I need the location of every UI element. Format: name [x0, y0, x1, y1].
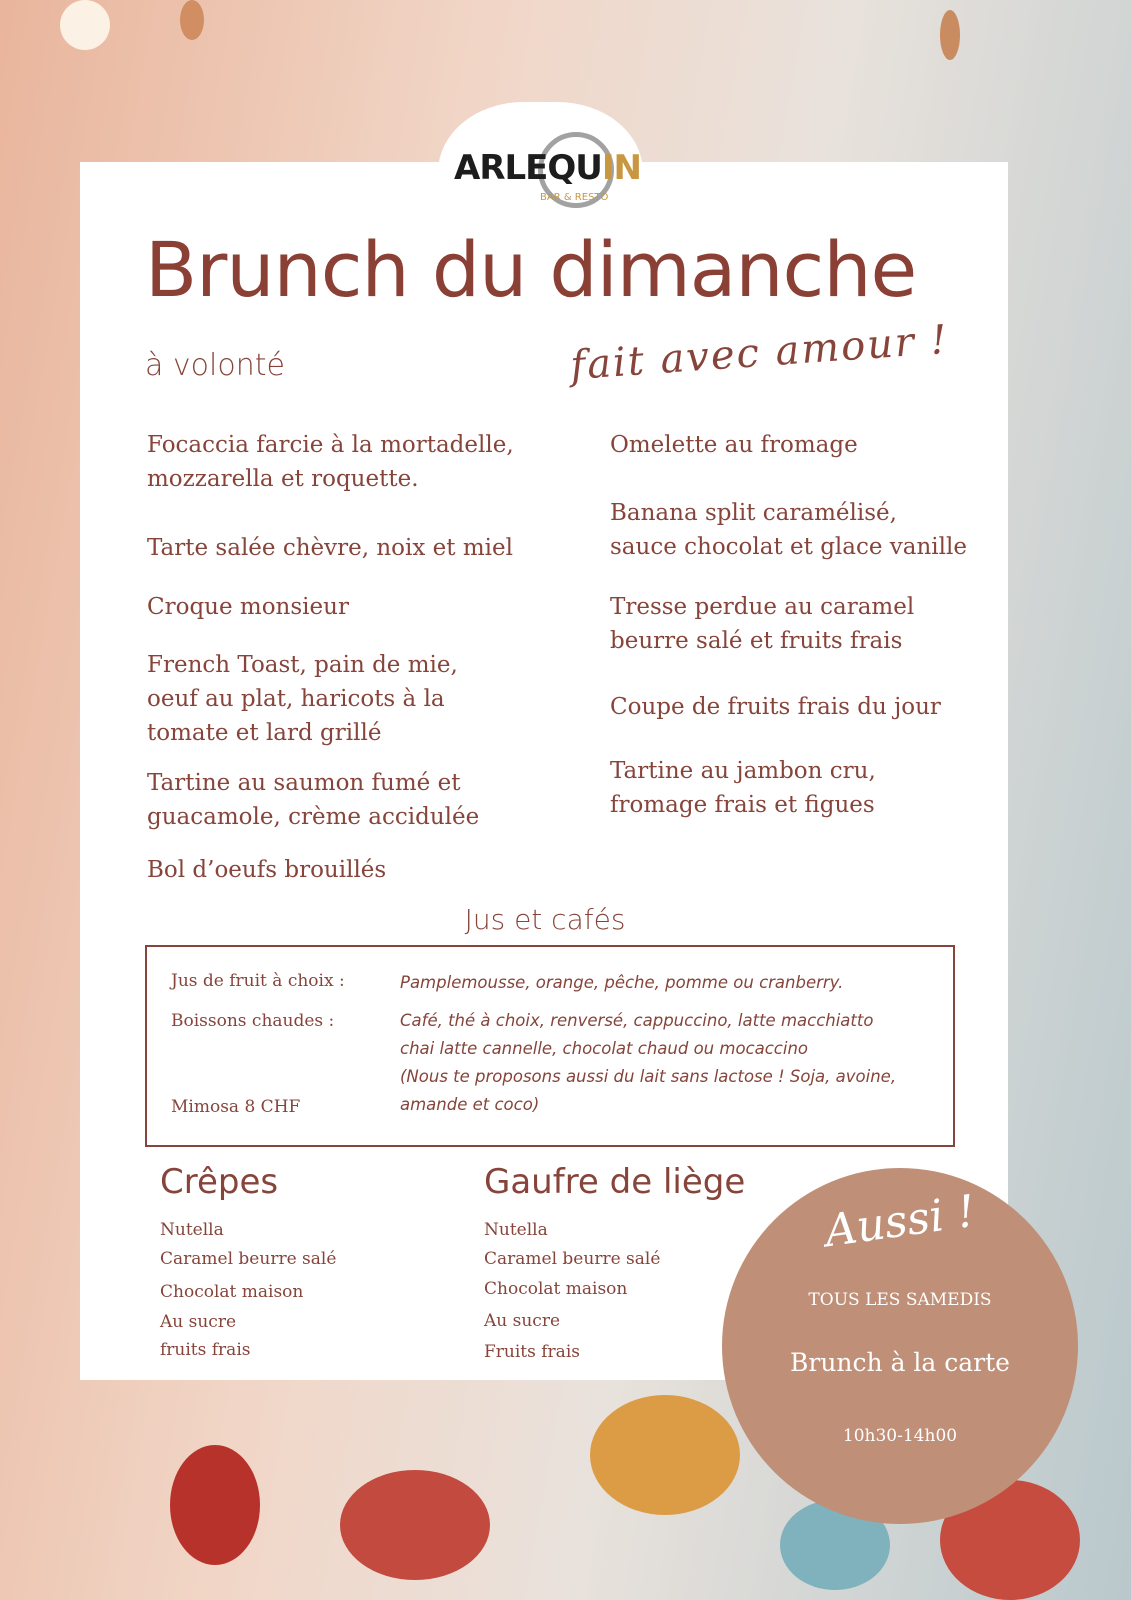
crepe-item: Au sucre: [160, 1312, 237, 1332]
crepe-item: fruits frais: [160, 1340, 251, 1360]
menu-item: French Toast, pain de mie, oeuf au plat, haricots à la tomate et lard grillé: [147, 652, 458, 746]
decoration-cup: [340, 1470, 490, 1580]
juice-text: Pamplemousse, orange, pêche, pomme ou cranberry.: [400, 973, 844, 992]
gaufre-heading: Gaufre de liège: [484, 1162, 746, 1202]
decoration-teapot: [590, 1395, 740, 1515]
logo-tagline: BAR & RESTO: [540, 192, 609, 203]
gaufre-item: Nutella: [484, 1220, 548, 1240]
menu-item: Tresse perdue au caramel beurre salé et fruits frais: [610, 594, 915, 654]
menu-item: Coupe de fruits frais du jour: [610, 694, 941, 720]
gaufre-item: Fruits frais: [484, 1342, 580, 1362]
arlequin-logo: [454, 140, 642, 220]
mimosa-price: Mimosa 8 CHF: [171, 1097, 301, 1117]
logo-name: ARLEQU: [454, 148, 602, 188]
menu-item: Focaccia farcie à la mortadelle, mozzarella et roquette.: [147, 432, 514, 492]
menu-item: Omelette au fromage: [610, 432, 858, 458]
hot-drinks-text: Café, thé à choix, renversé, cappuccino, latte macchiatto chai latte cannelle, chocolat chaud ou mocaccino (Nous te proposons aussi du lait sans lactose ! Soja, avoine, amande et coco): [400, 1011, 897, 1114]
drinks-box: [145, 945, 955, 1147]
menu-item: Bol d’oeufs brouillés: [147, 857, 387, 883]
menu-item: Tarte salée chèvre, noix et miel: [147, 535, 513, 561]
gaufre-item: Au sucre: [484, 1311, 561, 1331]
menu-item: Tartine au saumon fumé et guacamole, crème accidulée: [147, 770, 480, 830]
hot-drinks-label: Boissons chaudes :: [171, 1011, 335, 1031]
page-title: Brunch du dimanche: [145, 225, 917, 314]
juice-label: Jus de fruit à choix :: [171, 971, 345, 991]
decoration-flower: [60, 0, 110, 50]
gaufre-item: Caramel beurre salé: [484, 1249, 661, 1269]
badge-hours: 10h30-14h00: [842, 1426, 958, 1446]
crepe-item: Nutella: [160, 1220, 224, 1240]
crepe-item: Chocolat maison: [160, 1282, 304, 1302]
logo-name-accent: IN: [601, 148, 642, 188]
subtitle: à volonté: [145, 348, 285, 383]
crepes-heading: Crêpes: [160, 1162, 279, 1202]
menu-item: Banana split caramélisé, sauce chocolat et glace vanille: [610, 500, 967, 560]
saturday-badge: [722, 1168, 1078, 1524]
menu-item: Tartine au jambon cru, fromage frais et figues: [610, 758, 876, 818]
decoration-lantern: [940, 10, 960, 60]
drinks-heading: Jus et cafés: [464, 903, 626, 936]
gaufre-item: Chocolat maison: [484, 1279, 628, 1299]
script-tagline: fait avec amour !: [568, 316, 951, 390]
crepe-item: Caramel beurre salé: [160, 1249, 337, 1269]
badge-days: TOUS LES SAMEDIS: [808, 1290, 992, 1310]
decoration-lantern: [180, 0, 204, 40]
badge-script: Aussi !: [821, 1185, 979, 1258]
badge-offer: Brunch à la carte: [790, 1348, 1010, 1377]
decoration-pepper: [170, 1445, 260, 1565]
menu-item: Croque monsieur: [147, 594, 349, 620]
